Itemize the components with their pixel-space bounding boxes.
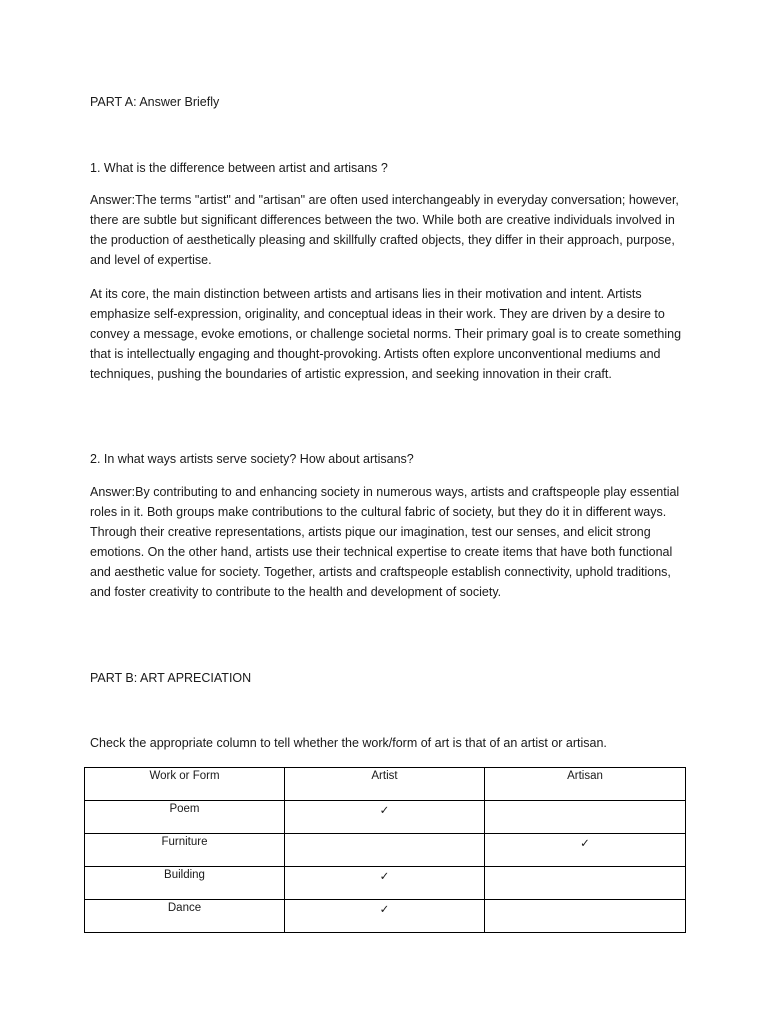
table-row: [85, 900, 686, 933]
header-work-or-form: Work or Form: [85, 768, 285, 801]
answer-2: Answer:By contributing to and enhancing society in numerous ways, artists and craftspeople play essential roles in it. Both groups make contributions to the cultural fabric of society, but they do it in different ways. Through their creative representations, artists pique our imagination, test our senses, and elicit strong emotions. On the other hand, artists use their technical expertise to create items that have both functional and aesthetic value for society. Together, artists and craftspeople establish connectivity, uphold traditions, and foster creativity to contribute to the health and development of society.: [90, 485, 680, 599]
answer-1-paragraph-1: Answer:The terms "artist" and "artisan" are often used interchangeably in everyday conversation; however, there are subtle but significant differences between the two. While both are creative individuals involved in the production of aesthetically pleasing and skillfully crafted objects, they differ in their approach, purpose, and level of expertise.: [90, 193, 679, 267]
cell-artist-check: [285, 834, 485, 867]
part-b-title: PART B: ART APRECIATION: [90, 671, 252, 685]
table-header-row: [85, 768, 686, 801]
cell-work: Dance: [85, 900, 285, 933]
table-row: [85, 867, 686, 900]
header-artist: Artist: [285, 768, 485, 801]
cell-artist-check: ✓: [285, 801, 485, 834]
table-row: [85, 834, 686, 867]
answer-1-paragraph-2: At its core, the main distinction between artists and artisans lies in their motivation and intent. Artists emphasize self-expression, originality, and conceptual ideas in their work. They are driven by a desire to convey a message, evoke emotions, or challenge societal norms. Their primary goal is to create something that is intellectually engaging and thought-provoking. Artists often explore unconventional mediums and techniques, pushing the boundaries of artistic expression, and seeking innovation in their craft.: [90, 287, 682, 381]
cell-work: Building: [85, 867, 285, 900]
cell-artisan-check: [485, 900, 686, 933]
part-b-instruction: Check the appropriate column to tell whether the work/form of art is that of an artist or artisan.: [90, 736, 607, 750]
cell-artisan-check: [485, 867, 686, 900]
table-row: [85, 801, 686, 834]
classification-table: [84, 767, 686, 933]
cell-artisan-check: [485, 801, 686, 834]
question-1: 1. What is the difference between artist and artisans ?: [90, 161, 388, 175]
cell-artisan-check: ✓: [485, 834, 686, 867]
cell-artist-check: ✓: [285, 900, 485, 933]
part-a-title: PART A: Answer Briefly: [90, 95, 220, 109]
cell-artist-check: ✓: [285, 867, 485, 900]
header-artisan: Artisan: [485, 768, 686, 801]
question-2: 2. In what ways artists serve society? How about artisans?: [90, 452, 414, 466]
cell-work: Poem: [85, 801, 285, 834]
cell-work: Furniture: [85, 834, 285, 867]
